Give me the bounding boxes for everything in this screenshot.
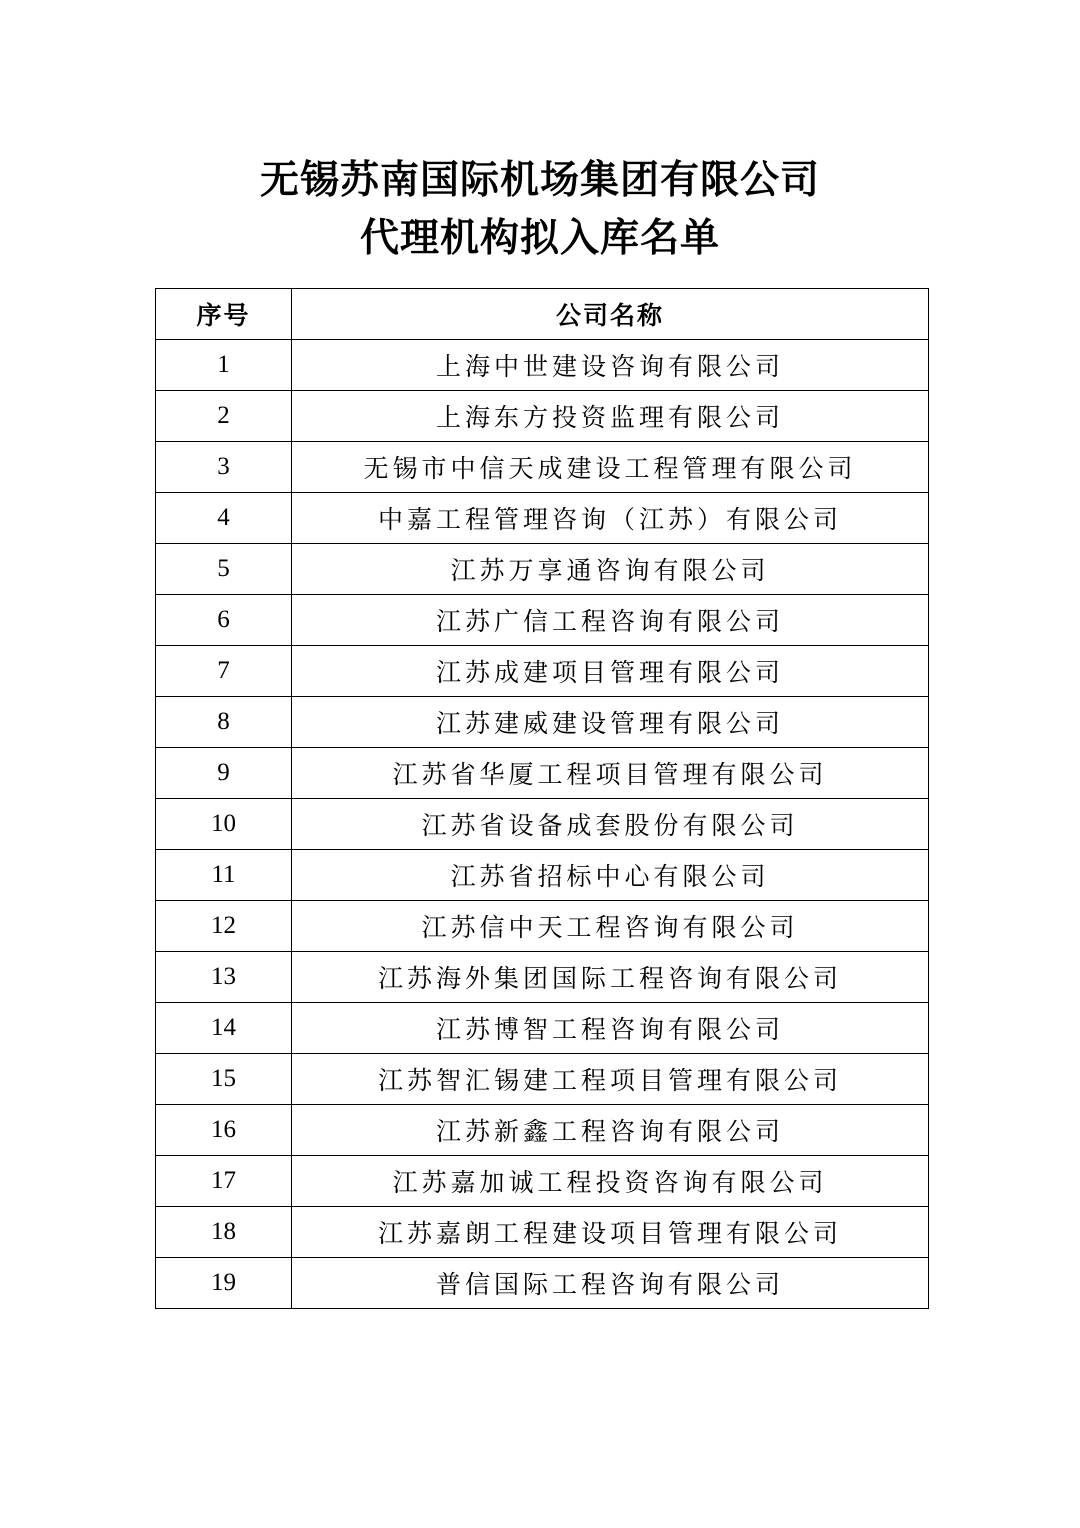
row-company-name: 江苏建威建设管理有限公司 [292,697,929,748]
row-index: 15 [156,1054,292,1105]
table-row [156,595,929,646]
header-company-name: 公司名称 [292,289,929,340]
row-index: 6 [156,595,292,646]
table-row [156,901,929,952]
row-company-name: 江苏成建项目管理有限公司 [292,646,929,697]
row-index: 9 [156,748,292,799]
header-index: 序号 [156,289,292,340]
table-header-row [156,289,929,340]
row-company-name: 普信国际工程咨询有限公司 [292,1258,929,1309]
row-index: 7 [156,646,292,697]
table-row [156,646,929,697]
row-index: 2 [156,391,292,442]
table-row [156,1207,929,1258]
table-row [156,1258,929,1309]
row-company-name: 江苏新鑫工程咨询有限公司 [292,1105,929,1156]
title-line-1: 无锡苏南国际机场集团有限公司 [259,158,820,203]
table-row [156,1003,929,1054]
row-company-name: 江苏省招标中心有限公司 [292,850,929,901]
table-row [156,391,929,442]
company-list-table [155,288,929,1309]
table-row [156,850,929,901]
table-row [156,1156,929,1207]
table-row [156,1054,929,1105]
row-index: 17 [156,1156,292,1207]
table-row [156,340,929,391]
table-row [156,493,929,544]
row-company-name: 江苏嘉朗工程建设项目管理有限公司 [292,1207,929,1258]
row-index: 16 [156,1105,292,1156]
row-company-name: 无锡市中信天成建设工程管理有限公司 [292,442,929,493]
row-index: 11 [156,850,292,901]
row-company-name: 中嘉工程管理咨询（江苏）有限公司 [292,493,929,544]
row-index: 18 [156,1207,292,1258]
row-company-name: 江苏广信工程咨询有限公司 [292,595,929,646]
table-row [156,799,929,850]
row-company-name: 上海东方投资监理有限公司 [292,391,929,442]
row-index: 3 [156,442,292,493]
title-line-2: 代理机构拟入库名单 [359,216,720,261]
row-company-name: 上海中世建设咨询有限公司 [292,340,929,391]
row-company-name: 江苏嘉加诚工程投资咨询有限公司 [292,1156,929,1207]
document-title [0,152,1080,268]
row-index: 5 [156,544,292,595]
row-index: 14 [156,1003,292,1054]
row-company-name: 江苏海外集团国际工程咨询有限公司 [292,952,929,1003]
table-row [156,442,929,493]
row-index: 19 [156,1258,292,1309]
table-row [156,952,929,1003]
table-row [156,544,929,595]
row-company-name: 江苏博智工程咨询有限公司 [292,1003,929,1054]
row-company-name: 江苏信中天工程咨询有限公司 [292,901,929,952]
row-index: 13 [156,952,292,1003]
row-index: 4 [156,493,292,544]
table-row [156,748,929,799]
row-company-name: 江苏省华厦工程项目管理有限公司 [292,748,929,799]
row-company-name: 江苏省设备成套股份有限公司 [292,799,929,850]
row-index: 10 [156,799,292,850]
row-index: 1 [156,340,292,391]
table-row [156,1105,929,1156]
row-company-name: 江苏智汇锡建工程项目管理有限公司 [292,1054,929,1105]
table-row [156,697,929,748]
row-index: 12 [156,901,292,952]
row-company-name: 江苏万享通咨询有限公司 [292,544,929,595]
row-index: 8 [156,697,292,748]
